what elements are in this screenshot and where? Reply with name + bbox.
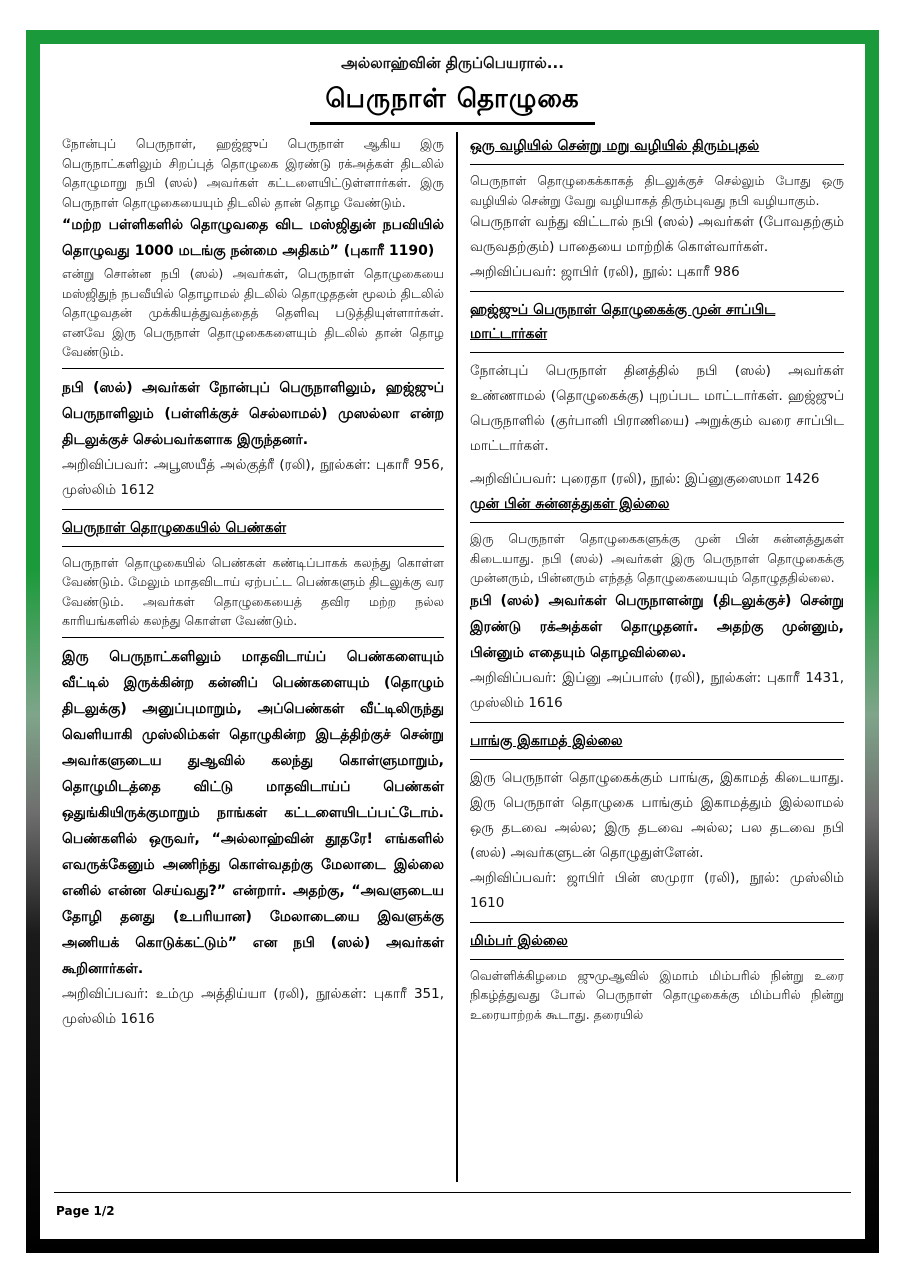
separator-line [470, 759, 844, 760]
left-paragraph-3: நபி (ஸல்) அவர்கள் நோன்புப் பெருநாளிலும், ஹஜ்ஜுப் பெருநாளிலும் (பள்ளிக்குச் செல்லாமல்) முஸல்லா என்ற திடலுக்குச் செல்பவர்களாக இருந்தனர். [62, 379, 444, 448]
separator-line [470, 522, 844, 523]
right-paragraph-7: வெள்ளிக்கிழமை ஜுமுஆவில் இமாம் மிம்பரில் நின்று உரை நிகழ்த்துவது போல் பெருநாள் தொழுகைக்கு மிம்பரில் நின்று உரையாற்றக் கூடாது. தரையில் [470, 967, 844, 1022]
separator-line [62, 546, 444, 547]
right-reference-2: அறிவிப்பவர்: புரைதா (ரலி), நூல்: இப்னுகுஸைமா 1426 [470, 471, 820, 487]
separator-line [470, 722, 844, 723]
heading-no-adhan-iqamah: பாங்கு இகாமத் இல்லை [470, 732, 623, 749]
right-paragraph-6: இரு பெருநாள் தொழுகைக்கும் பாங்கு, இகாமத் கிடையாது. இரு பெருநாள் தொழுகை பாங்கும் இகாமத்தும் இல்லாமல் ஒரு தடவை அல்ல; இரு தடவை அல்ல; பல தடவை நபி (ஸல்) அவர்களுடன் தொழுதுள்ளேன். [470, 769, 844, 861]
page-title: பெருநாள் தொழுகை [325, 84, 580, 114]
page-number: Page 1/2 [56, 1204, 115, 1218]
header-invocation: அல்லாஹ்வின் திருப்பெயரால்... [341, 54, 564, 72]
heading-no-sunnah-prayers: முன் பின் சுன்னத்துகள் இல்லை [470, 496, 670, 512]
column-divider [456, 132, 458, 1182]
heading-women-in-prayer: பெருநாள் தொழுகையில் பெண்கள் [62, 519, 287, 536]
footer-rule [54, 1192, 851, 1193]
page-border-frame [26, 30, 879, 1253]
heading-no-mimbar: மிம்பர் இல்லை [470, 932, 568, 949]
separator-line [62, 637, 444, 638]
separator-line [470, 291, 844, 292]
document-page [40, 44, 865, 1239]
heading-no-eating-before-prayer: ஹஜ்ஜுப் பெருநாள் தொழுகைக்கு முன் சாப்பிட மாட்டார்கள் [470, 302, 776, 342]
right-paragraph-5: நபி (ஸல்) அவர்கள் பெருநாளன்று (திடலுக்குச்) சென்று இரண்டு ரக்அத்கள் தொழுதனர். அதற்கு முன்னும், பின்னும் எதையும் தொழவில்லை. [470, 592, 844, 661]
heading-different-route: ஒரு வழியில் சென்று மறு வழியில் திரும்புதல் [470, 138, 760, 154]
left-paragraph-1: நோன்புப் பெருநாள், ஹஜ்ஜுப் பெருநாள் ஆகிய இரு பெருநாட்களிலும் சிறப்புத் தொழுகை இரண்டு ரக்அத்கள் திடலில் தொழுமாறு நபி (ஸல்) அவர்கள் கட்டளையிட்டுள்ளார்கள். இரு பெருநாள் தொழுகையையும் திடலில் தான் தொழ வேண்டும். [62, 136, 444, 210]
separator-line [62, 509, 444, 510]
left-reference-2: அறிவிப்பவர்: உம்மு அத்திய்யா (ரலி), நூல்கள்: புகாரீ 351, முஸ்லிம் 1616 [62, 985, 444, 1027]
title-underline [310, 122, 595, 125]
left-paragraph-5: இரு பெருநாட்களிலும் மாதவிடாய்ப் பெண்களையும் வீட்டில் இருக்கின்ற கன்னிப் பெண்களையும் (தொழும் திடலுக்கு) அனுப்புமாறும், அப்பெண்கள் வீட்டிலிருந்து வெளியாகி முஸ்லிம்கள் தொழுகின்ற இடத்திற்குச் சென்று அவர்களுடைய துஆவில் கலந்து கொள்ளுமாறும், தொழுமிடத்தை விட்டு மாதவிடாய்ப் பெண்கள் ஒதுங்கியிருக்குமாறும் நாங்கள் கட்டளையிடப்பட்டோம். பெண்களில் ஒருவர், “அல்லாஹ்வின் தூதரே! எங்களில் எவருக்கேனும் அணிந்து கொள்வதற்கு மேலாடை இல்லை எனில் என்ன செய்வது?” என்றார். அதற்கு, “அவளுடைய தோழி தனது (உபரியான) மேலாடையை இவளுக்கு அணியக் கொடுக்கட்டும்” என நபி (ஸல்) அவர்கள் கூறினார்கள். [62, 648, 444, 977]
separator-line [470, 352, 844, 353]
separator-line [62, 368, 444, 369]
right-column [470, 134, 844, 1024]
right-paragraph-3: நோன்புப் பெருநாள் தினத்தில் நபி (ஸல்) அவர்கள் உண்ணாமல் (தொழுகைக்கு) புறப்பட மாட்டார்கள். ஹஜ்ஜுப் பெருநாளில் (குர்பானி பிராணியை) அறுக்கும் வரை சாப்பிட மாட்டார்கள். [470, 363, 844, 454]
left-quote: “மற்ற பள்ளிகளில் தொழுவதை விட மஸ்ஜிதுன் நபவியில் தொழுவது 1000 மடங்கு நன்மை அதிகம்” (புகாரீ 1190) [62, 217, 444, 259]
right-reference-1: அறிவிப்பவர்: ஜாபிர் (ரலி), நூல்: புகாரீ 986 [470, 264, 740, 280]
left-reference-1: அறிவிப்பவர்: அபூஸயீத் அல்குத்ரீ (ரலி), நூல்கள்: புகாரீ 956, முஸ்லிம் 1612 [62, 456, 444, 498]
separator-line [470, 164, 844, 165]
right-paragraph-1: பெருநாள் தொழுகைக்காகத் திடலுக்குச் செல்லும் போது ஒரு வழியில் சென்று வேறு வழியாகத் திரும்புவது நபி வழியாகும். [470, 173, 844, 208]
left-column [62, 134, 444, 1032]
right-reference-3: அறிவிப்பவர்: இப்னு அப்பாஸ் (ரலி), நூல்கள்: புகாரீ 1431, முஸ்லிம் 1616 [470, 669, 844, 711]
right-paragraph-4: இரு பெருநாள் தொழுகைகளுக்கு முன் பின் சுன்னத்துகள் கிடையாது. நபி (ஸல்) அவர்கள் இரு பெருநாள் தொழுகைக்கு முன்னரும், பின்னரும் எந்தத் தொழுகையையும் தொழுததில்லை. [470, 531, 844, 585]
right-paragraph-2: பெருநாள் வந்து விட்டால் நபி (ஸல்) அவர்கள் (போவதற்கும் வருவதற்கும்) பாதையை மாற்றிக் கொள்வார்கள். [470, 214, 844, 255]
separator-line [470, 959, 844, 960]
right-reference-4: அறிவிப்பவர்: ஜாபிர் பின் ஸமுரா (ரலி), நூல்: முஸ்லிம் 1610 [470, 869, 844, 911]
left-paragraph-2: என்று சொன்ன நபி (ஸல்) அவர்கள், பெருநாள் தொழுகையை மஸ்ஜிதுந் நபவீயில் தொழாமல் திடலில் தொழுததன் மூலம் திடலில் தொழுவதன் முக்கியத்துவத்தைத் தெளிவு படுத்தியுள்ளார்கள். எனவே இரு பெருநாள் தொழுகைகளையும் திடலில் தான் தொழ வேண்டும். [62, 266, 444, 359]
separator-line [470, 922, 844, 923]
left-paragraph-4: பெருநாள் தொழுகையில் பெண்கள் கண்டிப்பாகக் கலந்து கொள்ள வேண்டும். மேலும் மாதவிடாய் ஏற்பட்ட பெண்களும் திடலுக்கு வர வேண்டும். அவர்கள் தொழுகையைத் தவிர மற்ற நல்ல காரியங்களில் கலந்து கொள்ள வேண்டும். [62, 554, 444, 628]
